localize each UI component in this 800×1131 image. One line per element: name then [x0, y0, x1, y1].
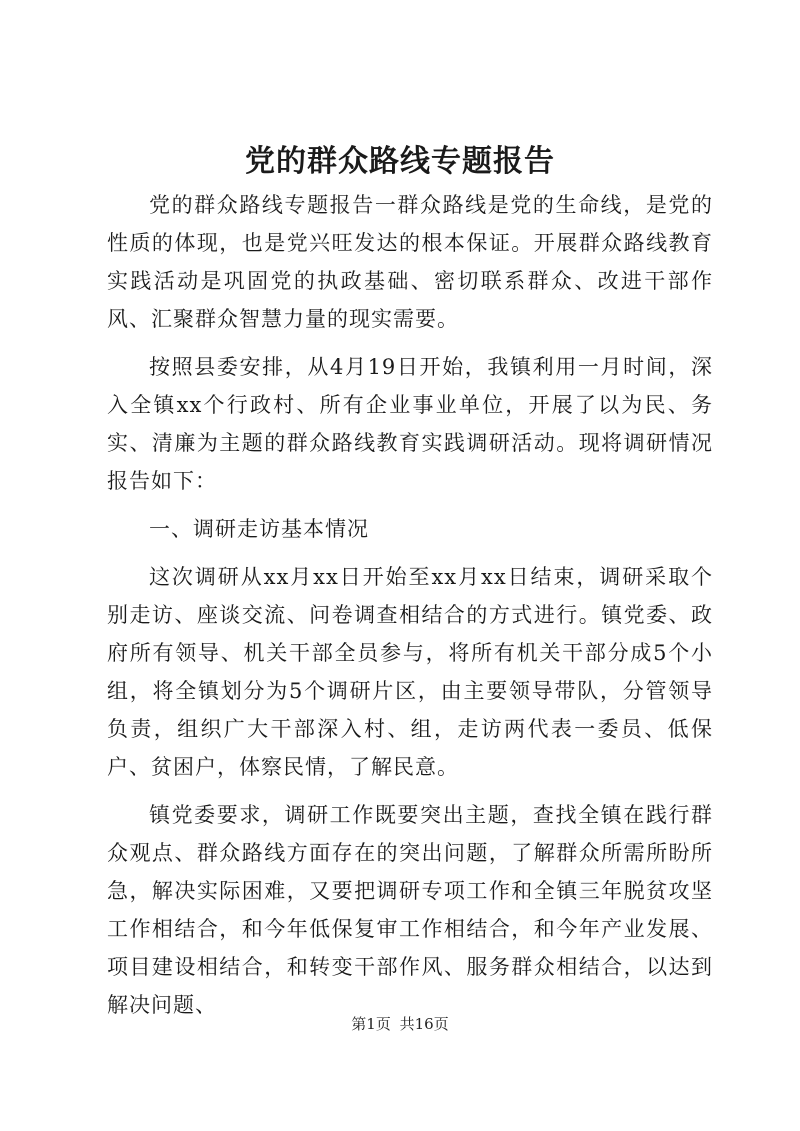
- page-number: 第1页: [351, 1015, 391, 1033]
- document-body: [107, 186, 713, 1024]
- document-title: 党的群众路线专题报告: [245, 144, 555, 179]
- section-heading-1: 一、调研走访基本情况: [149, 517, 369, 541]
- page-footer: [0, 1014, 800, 1034]
- paragraph-survey-method: 这次调研从xx月xx日开始至xx月xx日结束，调研采取个别走访、座谈交流、问卷调查相结合的方式进行。镇党委、政府所有领导、机关干部全员参与，将所有机关干部分成5个小组，将全镇划分为5个调研片区，由主要领导带队，分管领导负责，组织广大干部深入村、组，走访两代表一委员、低保户、贫困户，体察民情，了解民意。: [107, 565, 713, 779]
- paragraph-requirements: 镇党委要求，调研工作既要突出主题，查找全镇在践行群众观点、群众路线方面存在的突出问题，了解群众所需所盼所急，解决实际困难，又要把调研专项工作和全镇三年脱贫攻坚工作相结合，和今年低保复审工作相结合，和今年产业发展、项目建设相结合，和转变干部作风、服务群众相结合，以达到解决问题、: [107, 803, 713, 1017]
- page-total: 共16页: [399, 1015, 449, 1033]
- paragraph-intro: 党的群众路线专题报告一群众路线是党的生命线，是党的性质的体现，也是党兴旺发达的根本保证。开展群众路线教育实践活动是巩固党的执政基础、密切联系群众、改进干部作风、汇聚群众智慧力量的现实需要。: [107, 193, 713, 331]
- paragraph-arrangement: 按照县委安排，从4月19日开始，我镇利用一月时间，深入全镇xx个行政村、所有企业事业单位，开展了以为民、务实、清廉为主题的群众路线教育实践调研活动。现将调研情况报告如下：: [107, 355, 713, 493]
